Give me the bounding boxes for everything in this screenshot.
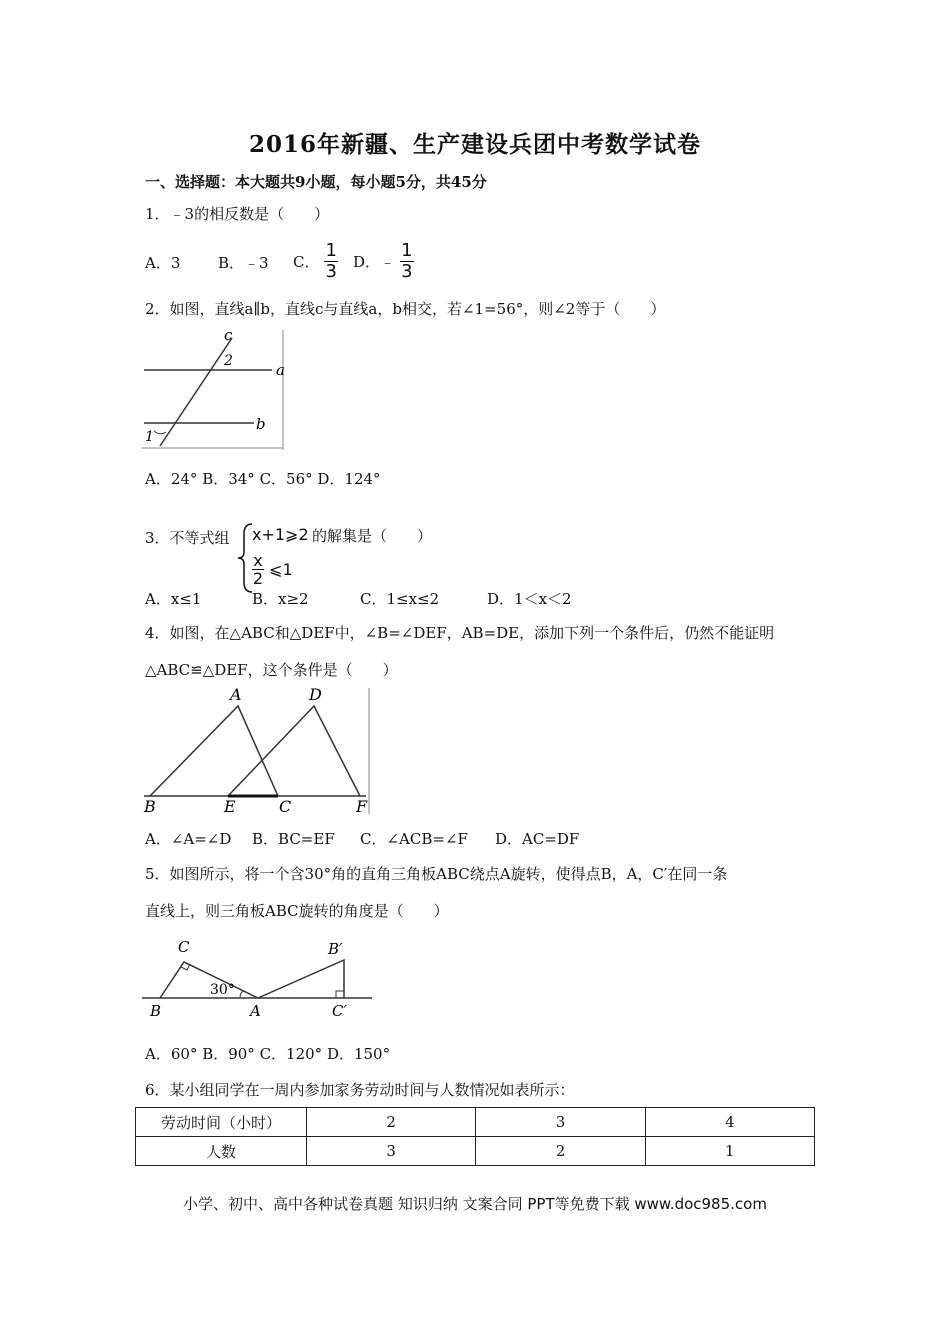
table-cell: 3 xyxy=(307,1137,476,1166)
label-b: b xyxy=(256,415,266,433)
question-3-stem-suffix: 的解集是（ ） xyxy=(312,527,433,545)
question-4-stem-line-2: △ABC≌△DEF，这个条件是（ ） xyxy=(145,661,398,679)
question-5-stem-line-2: 直线上，则三角板ABC旋转的角度是（ ） xyxy=(145,902,449,920)
parallel-lines-figure xyxy=(140,328,286,452)
fraction-denominator: 3 xyxy=(325,261,337,282)
table-cell: 3 xyxy=(476,1108,645,1137)
label-A: A xyxy=(250,1002,261,1020)
label-B-prime: B′ xyxy=(328,940,343,958)
table-cell: 2 xyxy=(307,1108,476,1137)
question-2-stem: 2．如图，直线a∥b，直线c与直线a，b相交，若∠1=56°，则∠2等于（ ） xyxy=(145,300,666,318)
question-2-options: A．24° B．34° C．56° D．124° xyxy=(145,470,381,488)
fraction-one-third xyxy=(400,242,414,281)
fraction-x-over-2 xyxy=(252,553,264,586)
labor-time-table xyxy=(135,1107,815,1166)
fraction-numerator: 1 xyxy=(401,240,413,261)
label-30-degree: 30° xyxy=(210,982,235,998)
question-3-option-b: B．x≥2 xyxy=(252,590,309,608)
section-heading: 一、选择题：本大题共9小题，每小题5分，共45分 xyxy=(145,173,487,191)
label-C: C xyxy=(279,797,292,816)
fraction-one-third xyxy=(324,242,338,281)
label-a: a xyxy=(276,361,285,379)
question-1-option-b: B．﹣3 xyxy=(218,254,269,272)
label-D: D xyxy=(309,686,322,704)
question-6-stem: 6．某小组同学在一周内参加家务劳动时间与人数情况如表所示： xyxy=(145,1081,575,1099)
fraction-numerator: x xyxy=(253,551,263,570)
inequality-line-2 xyxy=(252,553,293,586)
question-4-stem-line-1: 4．如图，在△ABC和△DEF中，∠B=∠DEF，AB=DE，添加下列一个条件后，仍然不能证明 xyxy=(145,624,775,642)
fraction-denominator: 2 xyxy=(252,569,264,588)
option-c-label: C． xyxy=(293,253,320,271)
label-c: c xyxy=(224,328,233,344)
table-cell: 4 xyxy=(645,1108,814,1137)
fraction-numerator: 1 xyxy=(325,240,337,261)
label-F: F xyxy=(356,797,368,816)
triangles-abc-def-figure xyxy=(140,686,372,816)
fraction-denominator: 3 xyxy=(401,261,413,282)
question-1-stem: 1．﹣3的相反数是（ ） xyxy=(145,205,330,223)
question-3-option-d: D．1＜x＜2 xyxy=(487,590,572,608)
inequality-line-2-rel: ⩽1 xyxy=(269,560,293,579)
inequality-line-1: x+1⩾2 xyxy=(252,525,309,544)
question-4-option-a: A．∠A=∠D xyxy=(145,830,232,848)
question-1-option-c xyxy=(293,242,338,281)
question-4-option-c: C．∠ACB=∠F xyxy=(360,830,468,848)
question-5-options: A．60° B．90° C．120° D．150° xyxy=(145,1045,391,1063)
question-4-option-d: D．AC=DF xyxy=(495,830,580,848)
label-B: B xyxy=(150,1002,162,1020)
label-angle-2: 2 xyxy=(224,353,233,369)
question-4-option-b: B．BC=EF xyxy=(252,830,335,848)
label-C: C xyxy=(178,938,190,956)
table-header-cell: 劳动时间（小时） xyxy=(136,1108,307,1137)
label-C-prime: C′ xyxy=(332,1002,347,1020)
table-cell: 2 xyxy=(476,1137,645,1166)
question-1-option-a: A．3 xyxy=(145,254,181,272)
option-d-label: D．﹣ xyxy=(353,253,396,271)
question-5-stem-line-1: 5．如图所示，将一个含30°角的直角三角板ABC绕点A旋转，使得点B，A，C′在同一条 xyxy=(145,865,728,883)
rotated-triangle-figure xyxy=(140,936,374,1020)
question-3-option-c: C．1≤x≤2 xyxy=(360,590,440,608)
label-angle-1: 1 xyxy=(145,429,154,445)
question-1-option-d xyxy=(353,242,414,281)
footer-text: 小学、初中、高中各种试卷真题 知识归纳 文案合同 PPT等免费下载 www.doc985.com xyxy=(183,1195,767,1213)
table-header-cell: 人数 xyxy=(136,1137,307,1166)
question-3-stem-prefix: 3．不等式组 xyxy=(145,529,230,547)
table-row xyxy=(136,1137,815,1166)
label-A: A xyxy=(230,686,242,704)
page-title: 2016年新疆、生产建设兵团中考数学试卷 xyxy=(248,131,701,158)
label-E: E xyxy=(224,797,236,816)
label-B: B xyxy=(144,797,156,816)
question-3-option-a: A．x≤1 xyxy=(145,590,202,608)
table-cell: 1 xyxy=(645,1137,814,1166)
table-row xyxy=(136,1108,815,1137)
